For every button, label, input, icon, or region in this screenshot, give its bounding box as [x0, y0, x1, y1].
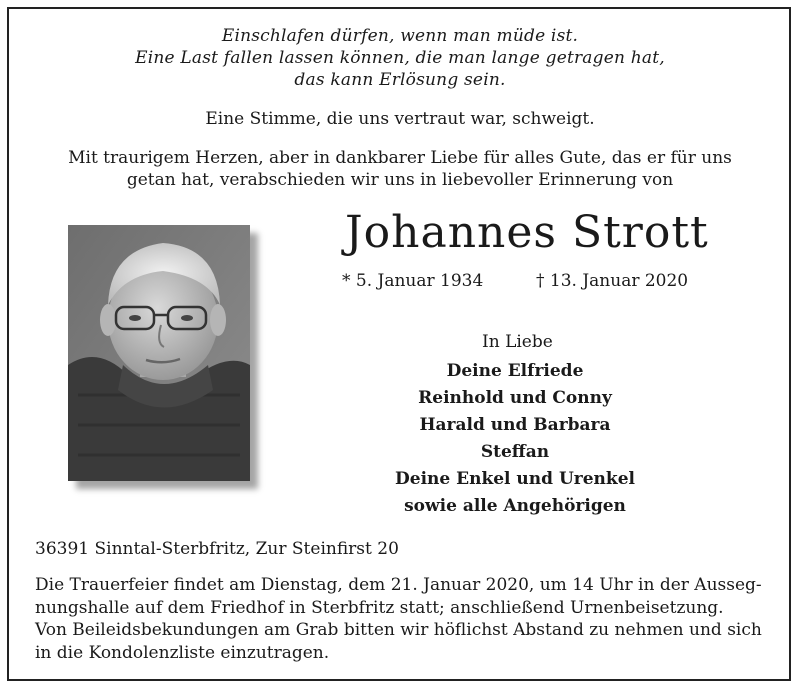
motto-line: Eine Last fallen lassen können, die man lange getragen hat,: [135, 48, 665, 68]
funeral-info: [35, 574, 775, 664]
mourners-list: [380, 358, 650, 520]
mourner-name: Reinhold und Conny: [418, 388, 612, 408]
family-address: 36391 Sinntal-Sterbfritz, Zur Steinfirst 20: [35, 539, 399, 559]
in-liebe-label: In Liebe: [482, 332, 553, 352]
mourner-name: Steffan: [480, 442, 550, 462]
portrait-photo: [68, 225, 250, 481]
mourner-name: Deine Enkel und Urenkel: [395, 469, 635, 489]
info-line: nungshalle auf dem Friedhof in Sterbfritz statt; anschließend Urnenbeisetzung.: [35, 597, 724, 618]
intro-line: getan hat, verabschieden wir uns in liebevoller Erinnerung von: [126, 170, 674, 190]
mourner-name: sowie alle Angehörigen: [404, 496, 626, 516]
mourner-name: Deine Elfriede: [446, 361, 584, 381]
motto-line: das kann Erlösung sein.: [294, 70, 506, 90]
info-line: Von Beileidsbekundungen am Grab bitten wir höflichst Abstand zu nehmen und sich: [35, 620, 762, 640]
mourner-name: Harald und Barbara: [419, 415, 611, 435]
intro-text: [0, 147, 800, 191]
birth-date: * 5. Januar 1934: [342, 271, 484, 291]
death-date: † 13. Januar 2020: [536, 271, 689, 291]
intro-line: Mit traurigem Herzen, aber in dankbarer Liebe für alles Gute, das er für uns: [68, 148, 732, 168]
motto-line: Einschlafen dürfen, wenn man müde ist.: [221, 26, 579, 46]
info-line: Die Trauerfeier findet am Dienstag, dem 21. Januar 2020, um 14 Uhr in der Ausseg-: [35, 575, 762, 595]
portrait-photo-graphic: [68, 225, 250, 481]
stimme-line: Eine Stimme, die uns vertraut war, schweigt.: [205, 109, 595, 129]
deceased-name: Johannes Strott: [345, 207, 709, 258]
motto-poem: [0, 25, 800, 91]
info-line: in die Kondolenzliste einzutragen.: [35, 642, 330, 663]
